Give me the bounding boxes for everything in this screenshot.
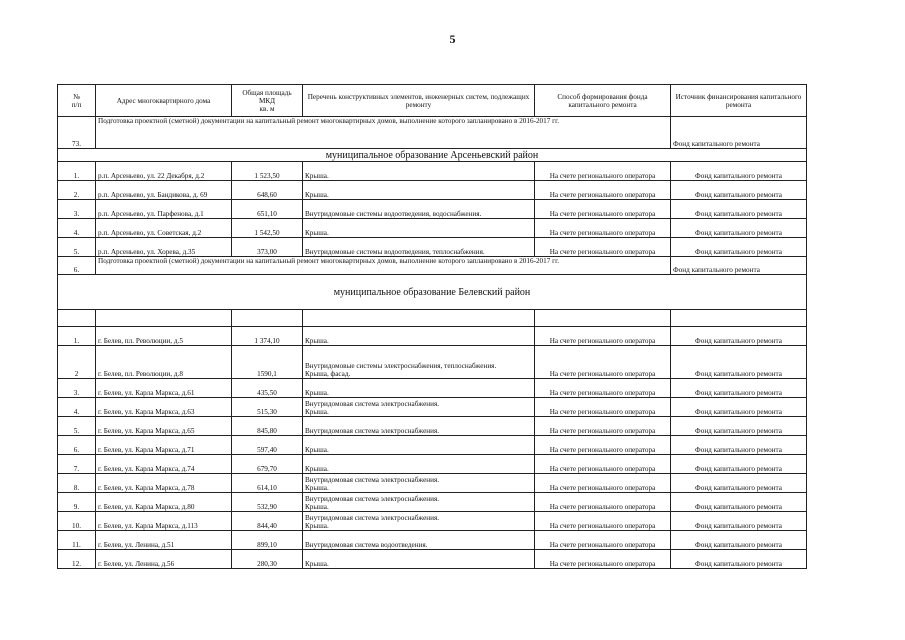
table-row: [58, 379, 807, 398]
row-source: Фонд капитального ремонта: [671, 181, 807, 200]
row-address: р.п. Арсеньево, ул. Советская, д.2: [96, 219, 232, 238]
row-works: Крыша.: [303, 436, 535, 455]
row-source: Фонд капитального ремонта: [671, 436, 807, 455]
table-row: [58, 398, 807, 417]
row-address: г. Белев, ул. Карла Маркса, д.71: [96, 436, 232, 455]
row-method: На счете регионального оператора: [535, 474, 671, 493]
row-area: 597,40: [232, 436, 303, 455]
row-area: 899,10: [232, 531, 303, 550]
row-address: г. Белев, ул. Карла Маркса, д.80: [96, 493, 232, 512]
row-works: Внутридомовые системы водоотведения, водоснабжения.: [303, 200, 535, 219]
row-source: Фонд капитального ремонта: [671, 379, 807, 398]
row-num: 5.: [58, 238, 96, 257]
row-method: На счете регионального оператора: [535, 346, 671, 379]
row-source: Фонд капитального ремонта: [671, 398, 807, 417]
table-row: [58, 455, 807, 474]
row-area: 844,40: [232, 512, 303, 531]
row-method: На счете регионального оператора: [535, 238, 671, 257]
header-source: Источник финансирования капитального ремонта: [671, 85, 807, 117]
row-address: г. Белев, ул. Карла Маркса, д.63: [96, 398, 232, 417]
header-area: Общая площадь МКД кв. м: [232, 85, 303, 117]
prep-row-num: 6.: [58, 257, 96, 275]
prep-row-num: 73.: [58, 117, 96, 149]
table-row: [58, 346, 807, 379]
row-works: Крыша.: [303, 455, 535, 474]
row-address: р.п. Арсеньево, ул. Бандикова, д. 69: [96, 181, 232, 200]
table-header-row: [58, 85, 807, 117]
row-address: р.п. Арсеньево, ул. Парфенова, д.1: [96, 200, 232, 219]
prep-row-73: [58, 117, 807, 149]
row-num: 6.: [58, 436, 96, 455]
prep-row-6: [58, 257, 807, 275]
row-area: 1 523,50: [232, 162, 303, 181]
row-works: Крыша.: [303, 181, 535, 200]
row-source: Фонд капитального ремонта: [671, 531, 807, 550]
table-row: [58, 219, 807, 238]
repair-program-table: [57, 84, 807, 569]
row-num: 11.: [58, 531, 96, 550]
row-method: На счете регионального оператора: [535, 531, 671, 550]
row-num: 4.: [58, 219, 96, 238]
row-address: г. Белев, ул. Карла Маркса, д.65: [96, 417, 232, 436]
row-address: г. Белев, ул. Карла Маркса, д.113: [96, 512, 232, 531]
row-num: 8.: [58, 474, 96, 493]
row-method: На счете регионального оператора: [535, 512, 671, 531]
row-works: Внутридомовые системы водоотведения, теплоснабжения.: [303, 238, 535, 257]
row-num: 1.: [58, 162, 96, 181]
table-row: [58, 531, 807, 550]
row-method: На счете регионального оператора: [535, 417, 671, 436]
row-num: 12.: [58, 550, 96, 569]
row-area: 373,00: [232, 238, 303, 257]
row-num: 9.: [58, 493, 96, 512]
row-works: Внутридомовая система электроснабжения. Крыша.: [303, 493, 535, 512]
row-method: На счете регионального оператора: [535, 181, 671, 200]
table-row: [58, 493, 807, 512]
row-works: Внутридомовая система электроснабжения.: [303, 417, 535, 436]
row-source: Фонд капитального ремонта: [671, 474, 807, 493]
row-address: г. Белев, ул. Ленина, д.51: [96, 531, 232, 550]
table-row: [58, 550, 807, 569]
header-method: Способ формирования фонда капитального ремонта: [535, 85, 671, 117]
row-method: На счете регионального оператора: [535, 327, 671, 346]
row-source: Фонд капитального ремонта: [671, 162, 807, 181]
row-source: Фонд капитального ремонта: [671, 512, 807, 531]
row-method: На счете регионального оператора: [535, 219, 671, 238]
row-area: 648,60: [232, 181, 303, 200]
row-address: г. Белев, пл. Революции, д.8: [96, 346, 232, 379]
row-address: р.п. Арсеньево, ул. 22 Декабря, д.2: [96, 162, 232, 181]
row-address: р.п. Арсеньево, ул. Хорева, д.35: [96, 238, 232, 257]
row-works: Крыша.: [303, 550, 535, 569]
row-num: 3.: [58, 379, 96, 398]
row-area: 845,80: [232, 417, 303, 436]
row-address: г. Белев, ул. Карла Маркса, д.61: [96, 379, 232, 398]
prep-row-source: Фонд капитального ремонта: [671, 257, 807, 275]
row-area: 679,70: [232, 455, 303, 474]
table-row: [58, 162, 807, 181]
row-method: На счете регионального оператора: [535, 455, 671, 474]
row-area: 1 542,50: [232, 219, 303, 238]
row-source: Фонд капитального ремонта: [671, 219, 807, 238]
row-method: На счете регионального оператора: [535, 200, 671, 219]
row-method: На счете регионального оператора: [535, 493, 671, 512]
prep-row-source: Фонд капитального ремонта: [671, 117, 807, 149]
row-source: Фонд капитального ремонта: [671, 493, 807, 512]
row-source: Фонд капитального ремонта: [671, 327, 807, 346]
row-works: Внутридомовая система электроснабжения. Крыша.: [303, 474, 535, 493]
row-works: Крыша.: [303, 219, 535, 238]
row-num: 2: [58, 346, 96, 379]
section-title: муниципальное образование Белевский район: [58, 275, 807, 310]
table-row: [58, 474, 807, 493]
row-works: Крыша.: [303, 162, 535, 181]
table-row: [58, 327, 807, 346]
section-arsenyev: [58, 149, 807, 162]
row-method: На счете регионального оператора: [535, 162, 671, 181]
table-row: [58, 436, 807, 455]
row-source: Фонд капитального ремонта: [671, 417, 807, 436]
row-area: 1 374,10: [232, 327, 303, 346]
row-works: Внутридомовая система электроснабжения. Крыша.: [303, 398, 535, 417]
table-row: [58, 238, 807, 257]
prep-row-text: Подготовка проектной (сметной) документации на капитальный ремонт многоквартирных домов, выполнение которого запланировано в 2016-2017 гг.: [96, 117, 671, 149]
table-row: [58, 417, 807, 436]
header-works: Перечень конструктивных элементов, инженерных систем, подлежащих ремонту: [303, 85, 535, 117]
row-works: Крыша.: [303, 379, 535, 398]
row-source: Фонд капитального ремонта: [671, 200, 807, 219]
row-num: 5.: [58, 417, 96, 436]
row-area: 651,10: [232, 200, 303, 219]
row-num: 1.: [58, 327, 96, 346]
row-area: 515,30: [232, 398, 303, 417]
row-area: 280,30: [232, 550, 303, 569]
row-num: 4.: [58, 398, 96, 417]
row-works: Внутридомовые системы электроснабжения, теплоснабжения. Крыша, фасад.: [303, 346, 535, 379]
prep-row-text: Подготовка проектной (сметной) документации на капитальный ремонт многоквартирных домов, выполнение которого запланировано в 2016-2017 гг.: [96, 257, 671, 275]
row-area: 435,50: [232, 379, 303, 398]
row-area: 1590,1: [232, 346, 303, 379]
row-num: 10.: [58, 512, 96, 531]
row-source: Фонд капитального ремонта: [671, 346, 807, 379]
row-works: Внутридомовая система электроснабжения. Крыша.: [303, 512, 535, 531]
section-belev: [58, 275, 807, 310]
row-source: Фонд капитального ремонта: [671, 455, 807, 474]
blank-row: [58, 310, 807, 327]
row-area: 532,90: [232, 493, 303, 512]
row-source: Фонд капитального ремонта: [671, 238, 807, 257]
row-address: г. Белев, ул. Карла Маркса, д.74: [96, 455, 232, 474]
row-source: Фонд капитального ремонта: [671, 550, 807, 569]
row-method: На счете регионального оператора: [535, 550, 671, 569]
row-num: 2.: [58, 181, 96, 200]
row-num: 3.: [58, 200, 96, 219]
row-address: г. Белев, ул. Ленина, д.56: [96, 550, 232, 569]
row-works: Крыша.: [303, 327, 535, 346]
header-num: № п/п: [58, 85, 96, 117]
row-address: г. Белев, ул. Карла Маркса, д.78: [96, 474, 232, 493]
row-method: На счете регионального оператора: [535, 398, 671, 417]
table-row: [58, 181, 807, 200]
table-row: [58, 512, 807, 531]
page-number: 5: [449, 32, 456, 46]
table-row: [58, 200, 807, 219]
section-title: муниципальное образование Арсеньевский район: [58, 149, 807, 162]
header-address: Адрес многоквартирного дома: [96, 85, 232, 117]
row-area: 614,10: [232, 474, 303, 493]
row-method: На счете регионального оператора: [535, 436, 671, 455]
row-address: г. Белев, пл. Революции, д.5: [96, 327, 232, 346]
row-method: На счете регионального оператора: [535, 379, 671, 398]
row-num: 7.: [58, 455, 96, 474]
row-works: Внутридомовая система водоотведения.: [303, 531, 535, 550]
